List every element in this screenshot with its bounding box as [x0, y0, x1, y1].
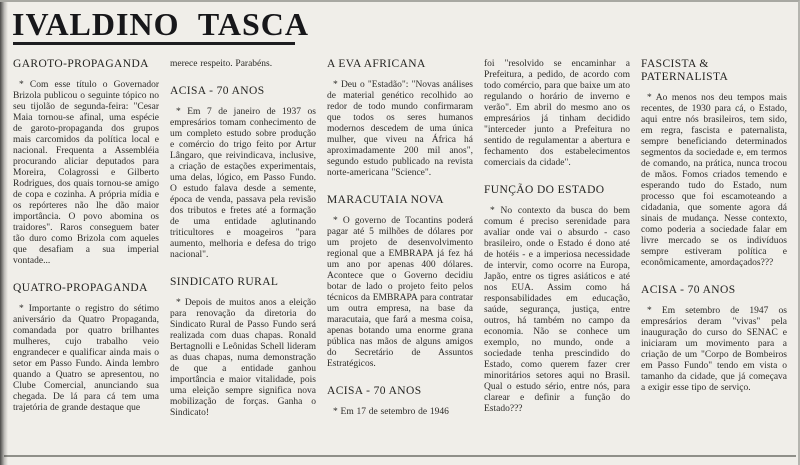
- column-1: [13, 56, 159, 453]
- section-heading-acisa-70-anos-3: ACISA - 70 ANOS: [641, 284, 736, 296]
- section-heading-sindicato-rural: SINDICATO RURAL: [170, 276, 279, 288]
- para-acisa-1946-continuation: foi "resolvido se encaminhar a Prefeitura, a pedido, de acordo com todo comércio, para que baixe um ato regulando o horário de inverno e verão". Em abril do mesmo ano os empresários já tinham decidido "interceder junto a Prefeitura no sentido de regulamentar a abertura e fechamento dos estabelecimentos comerciais da cidade".: [484, 59, 630, 168]
- section-heading-funcao-do-estado: FUNÇÃO DO ESTADO: [484, 184, 605, 196]
- scan-edge-shadow: [0, 2, 8, 465]
- section-heading-maracutaia-nova: MARACUTAIA NOVA: [327, 194, 445, 206]
- para-acisa-1946-start: * Em 17 de setembro de 1946: [333, 407, 449, 417]
- section-heading-quatro-propaganda: QUATRO-PROPAGANDA: [13, 282, 148, 294]
- para-acisa-1937: * Em 7 de janeiro de 1937 os empresários tomam conhecimento de um completo estudo sobre produção e comércio do trigo feito por Artur Lângaro, que reivindicava, inclusive, a criação de estações experimentais, uma delas, lógico, em Passo Fundo. O estudo falava desde a semente, época de venda, passava pela revisão dos tributos e fretes até a formação de uma entidade aglutinando triticultores e moageiros "para aumento, melhoria e defesa do trigo nacional".: [170, 107, 316, 260]
- para-fascista-paternalista: * Ao menos nos deu tempos mais recentes, de 1930 para cá, o Estado, aqui entre nós brasileiros, tem sido, em regra, fascista e paternalista, sempre beneficiando determinados segmentos da sociedade e, em termos de comando, na prática, nunca trocou de mãos. Fomos criados temendo e esperando tudo do Estado, num processo que foi escamoteando a cidadania, que somente agora dá sinais de mudança. Nesse contexto, como poderia a sociedade falar em livre mercado se os indivíduos sempre estiveram política e econômicamente, amordaçados???: [641, 93, 787, 268]
- para-garoto-propaganda: * Com esse título o Governador Brizola publicou o seguinte tópico no seu tijolão de segunda-feira: "Cesar Maia tornou-se afinal, uma espécie de garoto-propaganda dos grupos mais carcomidos da política local e nacional. Frequenta a Assembléia procurando aliciar deputados para Moreira, Colagrossi e Gilberto Rodrigues, dos quais tornou-se amigo de copa e cozinha. A própria mídia e os repórteres não lhe dão maior importância. O povo abomina os traidores". Raros conseguem bater tão duro como Brizola com aqueles que desafiam a sua imperial vontade...: [13, 80, 159, 266]
- section-heading-acisa-70-anos-1: ACISA - 70 ANOS: [170, 85, 265, 97]
- masthead: [0, 2, 798, 45]
- article-columns: [13, 56, 787, 453]
- masthead-rule: [13, 42, 295, 45]
- column-4: [484, 56, 630, 453]
- para-sindicato-rural: * Depois de muitos anos a eleição para renovação da diretoria do Sindicato Rural de Passo Fundo será realizada com duas chapas. Ronald Bertagnolli e Leônidas Schell lideram as duas chapas, numa demonstração de que a entidade ganhou importância e maior vitalidade, pois uma eleição sempre significa nova mobilização de forças. Ganha o Sindicato!: [170, 298, 316, 418]
- para-maracutaia-nova: * O governo de Tocantins poderá pagar até 5 milhões de dólares por um projeto de desenvolvimento regional que a EMBRAPA já fez há um ano por apenas 400 dólares. Acontece que o Governo decidiu botar de lado o projeto feito pelos técnicos da EMBRAPA para contratar um outra empresa, na base da maracutaia, que fará a mesma coisa, apenas botando uma enorme grana pública nas mãos de alguns amigos do Secretário de Assuntos Estratégicos.: [327, 216, 473, 369]
- para-acisa-1947: * Em setembro de 1947 os empresários deram "vivas" pela inauguração do curso do SENAC e iniciaram um movimento para a criação de um "Corpo de Bombeiros em Passo Fundo" tendo em vista o tamanho da cidade, que já começava a exigir esse tipo de serviço.: [641, 306, 787, 393]
- para-funcao-do-estado: * No contexto da busca do bem comum é preciso serenidade para avaliar onde vai o absurdo - caso brasileiro, onde o Estado é dono até de hotéis - e a imperiosa necessidade de intervir, como ocorre na Europa, Japão, entre os tigres asiáticos e até nos EUA. Assim como há responsabilidades em educação, saúde, segurança, justiça, entre outros, há também no campo da economia. Não se conhece um exemplo, no mundo, onde a sociedade tenha prescindido do Estado, como querem fazer crer minoritários setores aqui no Brasil. Qual o estudo sério, entre nós, para clarear e definir a função do Estado???: [484, 206, 630, 414]
- column-2: [170, 56, 316, 453]
- column-5: [641, 56, 787, 453]
- column-3: [327, 56, 473, 453]
- para-quatro-propaganda-continuation: merece respeito. Parabéns.: [170, 59, 273, 69]
- masthead-title: IVALDINO TASCA: [12, 6, 309, 42]
- section-heading-a-eva-africana: A EVA AFRICANA: [327, 58, 426, 70]
- para-eva-africana: * Deu o "Estadão": "Novas análises de material genético recolhido ao redor de todo mundo confirmaram que todos os seres humanos modernos descedem de uma única mulher, que viveu na África há aproximadamente 200 mil anos", segundo estudo publicado na revista norte-americana "Science".: [327, 80, 473, 178]
- section-heading-fascista-paternalista: FASCISTA & PATERNALISTA: [641, 58, 729, 83]
- clipping-bottom-rule: [4, 455, 796, 457]
- para-quatro-propaganda: * Importante o registro do sétimo aniversário da Quatro Propaganda, comandada por quatro brilhantes mulheres, cujo trabalho veio engrandecer e qualificar ainda mais o setor em Passo Fundo. Ainda lembro quando a Quatro se apresentou, no Clube Comercial, anunciando sua chegada. De lá para cá tem uma trajetória de grande destaque que: [13, 304, 159, 413]
- section-heading-garoto-propaganda: GAROTO-PROPAGANDA: [13, 58, 149, 70]
- section-heading-acisa-70-anos-2: ACISA - 70 ANOS: [327, 385, 422, 397]
